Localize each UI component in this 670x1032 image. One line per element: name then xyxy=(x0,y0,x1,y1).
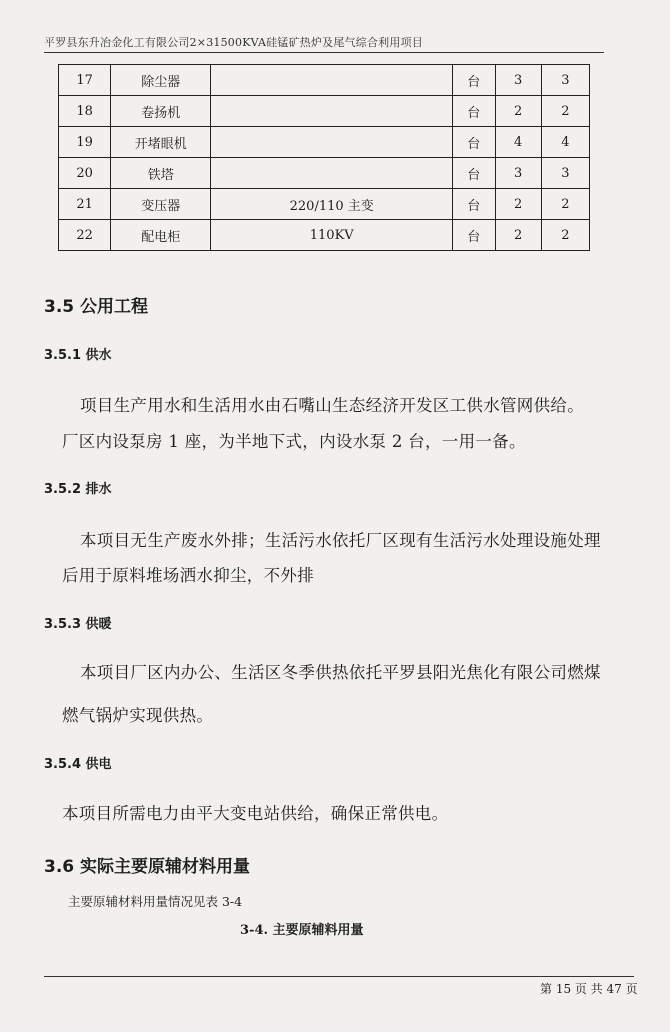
subsection-heading-heating: 3.5.3 供暖 xyxy=(44,617,112,632)
equipment-spec xyxy=(211,65,453,96)
paragraph-line: 燃气锅炉实现供热。 xyxy=(62,706,214,725)
paragraph-line: 厂区内设泵房 1 座，为半地下式，内设水泵 2 台，一用一备。 xyxy=(62,432,526,451)
quantity-designed: 3 xyxy=(495,65,541,96)
table-reference-text: 主要原辅材料用量情况见表 3-4 xyxy=(68,894,243,909)
quantity-designed: 4 xyxy=(495,127,541,158)
quantity-actual: 2 xyxy=(541,220,589,251)
equipment-name: 卷扬机 xyxy=(111,96,211,127)
section-heading-3-5: 3.5 公用工程 xyxy=(44,297,149,317)
row-number: 18 xyxy=(59,96,111,127)
equipment-unit: 台 xyxy=(453,65,495,96)
equipment-spec xyxy=(211,127,453,158)
row-number: 17 xyxy=(59,65,111,96)
paragraph-line: 本项目所需电力由平大变电站供给，确保正常供电。 xyxy=(62,804,449,823)
header-rule xyxy=(44,52,604,53)
table-row xyxy=(59,189,590,220)
subsection-heading-power: 3.5.4 供电 xyxy=(44,757,112,772)
equipment-spec: 110KV xyxy=(211,220,453,251)
section-heading-3-6: 3.6 实际主要原辅材料用量 xyxy=(44,857,251,877)
quantity-actual: 4 xyxy=(541,127,589,158)
quantity-designed: 3 xyxy=(495,158,541,189)
equipment-unit: 台 xyxy=(453,158,495,189)
row-number: 20 xyxy=(59,158,111,189)
table-row xyxy=(59,96,590,127)
equipment-spec xyxy=(211,158,453,189)
footer-rule xyxy=(44,976,634,977)
row-number: 22 xyxy=(59,220,111,251)
paragraph-line: 本项目无生产废水外排；生活污水依托厂区现有生活污水处理设施处理 xyxy=(80,531,601,550)
paragraph-line: 项目生产用水和生活用水由石嘴山生态经济开发区工供水管网供给。 xyxy=(80,396,584,415)
paragraph-line: 后用于原料堆场洒水抑尘，不外排 xyxy=(62,566,314,585)
equipment-table xyxy=(58,64,590,251)
quantity-designed: 2 xyxy=(495,189,541,220)
quantity-designed: 2 xyxy=(495,220,541,251)
equipment-unit: 台 xyxy=(453,220,495,251)
quantity-designed: 2 xyxy=(495,96,541,127)
equipment-name: 开堵眼机 xyxy=(111,127,211,158)
equipment-spec: 220/110 主变 xyxy=(211,189,453,220)
page-header: 平罗县东升冶金化工有限公司2×31500KVA硅锰矿热炉及尾气综合利用项目 xyxy=(44,36,423,49)
quantity-actual: 2 xyxy=(541,189,589,220)
subsection-heading-drainage: 3.5.2 排水 xyxy=(44,482,112,497)
row-number: 21 xyxy=(59,189,111,220)
page-number: 第 15 页 共 47 页 xyxy=(540,982,638,996)
equipment-unit: 台 xyxy=(453,96,495,127)
quantity-actual: 3 xyxy=(541,158,589,189)
equipment-unit: 台 xyxy=(453,127,495,158)
table-row xyxy=(59,127,590,158)
subsection-heading-water-supply: 3.5.1 供水 xyxy=(44,348,112,363)
equipment-unit: 台 xyxy=(453,189,495,220)
table-row xyxy=(59,158,590,189)
equipment-name: 变压器 xyxy=(111,189,211,220)
equipment-name: 配电柜 xyxy=(111,220,211,251)
table-caption: 3-4. 主要原辅料用量 xyxy=(240,923,364,938)
equipment-name: 除尘器 xyxy=(111,65,211,96)
quantity-actual: 2 xyxy=(541,96,589,127)
equipment-spec xyxy=(211,96,453,127)
paragraph-line: 本项目厂区内办公、生活区冬季供热依托平罗县阳光焦化有限公司燃煤 xyxy=(80,663,601,682)
table-row xyxy=(59,220,590,251)
row-number: 19 xyxy=(59,127,111,158)
equipment-name: 铁塔 xyxy=(111,158,211,189)
table-row xyxy=(59,65,590,96)
quantity-actual: 3 xyxy=(541,65,589,96)
